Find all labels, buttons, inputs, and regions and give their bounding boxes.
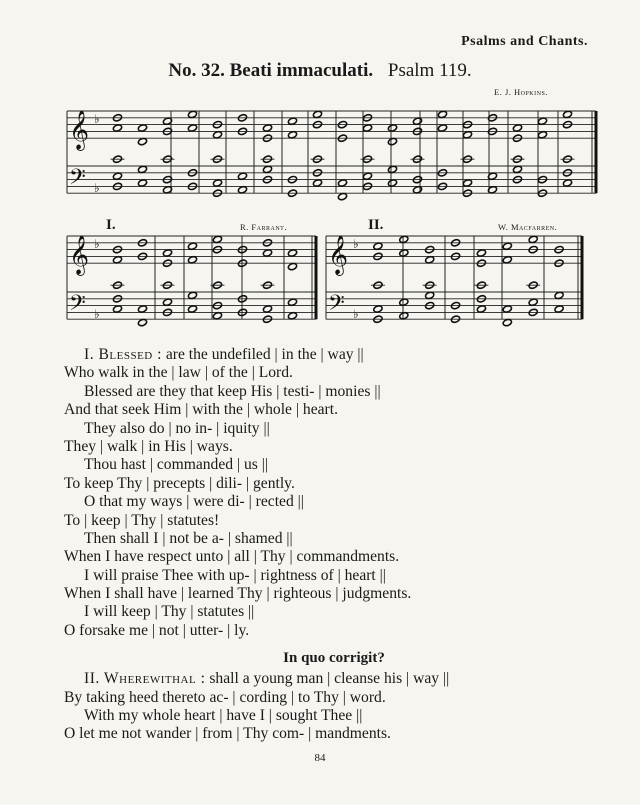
verse-line [64, 512, 604, 530]
svg-text:♭: ♭ [94, 112, 100, 126]
verse-line [64, 346, 604, 364]
verse-line [64, 493, 604, 511]
verse-text: Thou hast | commanded | us || [84, 456, 268, 474]
svg-text:♭: ♭ [353, 307, 359, 321]
verse-line [64, 689, 604, 707]
verse-text: are the undefiled | in the | way || [161, 346, 364, 363]
verse-line [64, 622, 604, 640]
hymn-number: No. 32. [168, 60, 225, 81]
svg-text:♭: ♭ [94, 181, 100, 195]
verse-text: Blessed are they that keep His | testi- | monies || [84, 382, 381, 400]
verse-text: To | keep | Thy | statutes! [64, 511, 220, 529]
svg-text:𝄢: 𝄢 [328, 291, 345, 321]
verse-text: O let me not wander | from | Thy com- | mandments. [64, 725, 391, 743]
verse-text: And that seek Him | with the | whole | heart. [64, 401, 338, 419]
verse-text: With my whole heart | have I | sought Thee || [84, 707, 363, 725]
verse-line [64, 670, 604, 688]
composer-chant-2: W. Macfarren. [498, 222, 558, 232]
music-notation [0, 0, 640, 345]
verse-text: They | walk | in His | ways. [64, 437, 233, 455]
verse-line [64, 603, 604, 621]
section-subheading: In quo corrigit? [283, 650, 385, 667]
svg-text:♭: ♭ [94, 307, 100, 321]
verse-line [64, 456, 604, 474]
verse-text: Then shall I | not be a- | shamed || [84, 529, 293, 547]
verse-line [64, 420, 604, 438]
psalm-text [64, 346, 604, 744]
verse-line [64, 383, 604, 401]
svg-text:𝄞: 𝄞 [69, 110, 90, 150]
verse-text: By taking heed thereto ac- | cording | to Thy | word. [64, 688, 386, 706]
composer-main: E. J. Hopkins. [494, 87, 548, 97]
verse-lead: I. Blessed : [84, 346, 162, 363]
composer-chant-1: R. Farrant. [240, 222, 287, 232]
verse-line [64, 567, 604, 585]
svg-text:𝄢: 𝄢 [69, 291, 86, 321]
verse-text: I will keep | Thy | statutes || [84, 603, 255, 621]
verse-text: When I shall have | learned Thy | righteous | judgments. [64, 585, 412, 603]
svg-text:𝄢: 𝄢 [69, 165, 86, 195]
svg-text:𝄞: 𝄞 [69, 235, 90, 275]
verse-line [64, 548, 604, 566]
chant-2-label: II. [368, 217, 384, 233]
verse-line [64, 364, 604, 382]
verse-text: shall a young man | cleanse his | way || [205, 670, 450, 688]
running-head: Psalms and Chants. [461, 34, 588, 49]
chant-1-label: I. [106, 217, 116, 233]
svg-text:𝄞: 𝄞 [328, 235, 349, 275]
verse-text: To keep Thy | precepts | dili- | gently. [64, 474, 295, 492]
verse-text: I will praise Thee with up- | rightness of | heart || [84, 566, 386, 584]
verse-text: O that my ways | were di- | rected || [84, 493, 304, 511]
verse-line [64, 475, 604, 493]
verse-lead: II. Wherewithal : [84, 670, 206, 688]
verse-text: When I have respect unto | all | Thy | commandments. [64, 548, 400, 566]
verse-text: O forsake me | not | utter- | ly. [64, 621, 250, 639]
verse-text: Who walk in the | law | of the | Lord. [64, 364, 293, 382]
verse-line [64, 707, 604, 725]
svg-text:♭: ♭ [353, 237, 359, 251]
verse-text: They also do | no in- | iquity || [84, 419, 270, 437]
hymn-name: Beati immaculati. [229, 60, 374, 81]
page-number: 84 [314, 752, 326, 764]
verse-line [64, 585, 604, 603]
verse-line [64, 438, 604, 456]
psalm-reference: Psalm 119. [387, 60, 472, 81]
verse-line [64, 530, 604, 548]
verse-line [64, 725, 604, 743]
verse-line [64, 401, 604, 419]
svg-text:♭: ♭ [94, 237, 100, 251]
verse-group-1 [64, 346, 604, 640]
verse-group-2 [64, 670, 604, 744]
